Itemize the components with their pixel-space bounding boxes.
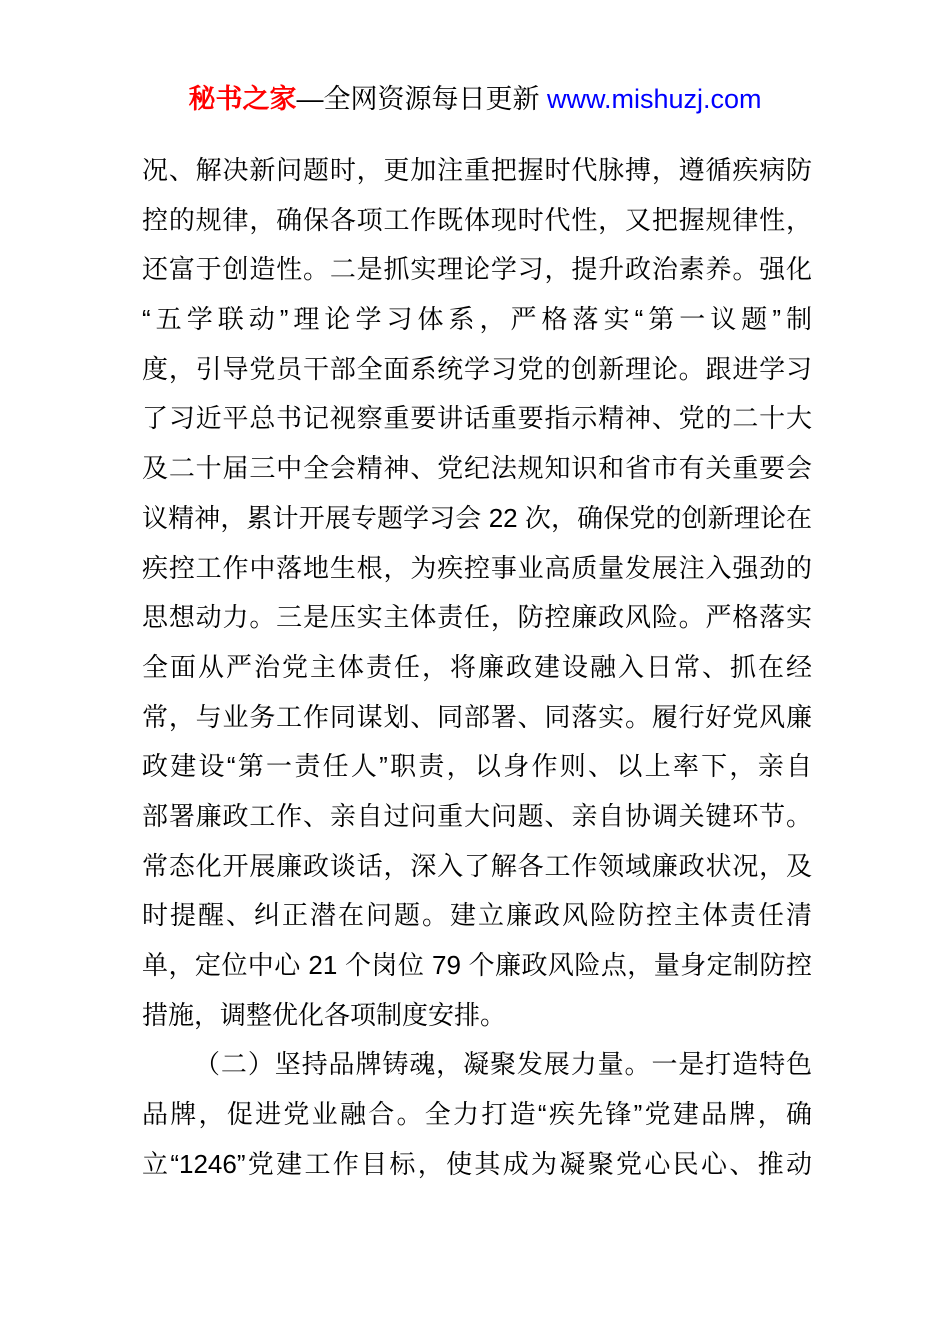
text-line: 单，定位中心 21 个岗位 79 个廉政风险点，量身定制防控	[142, 950, 812, 980]
text-line: 控的规律，确保各项工作既体现时代性，又把握规律性，	[142, 204, 812, 235]
text-line: 常态化开展廉政谈话，深入了解各工作领域廉政状况，及	[142, 850, 812, 881]
text-line: 常，与业务工作同谋划、同部署、同落实。履行好党风廉	[142, 701, 812, 732]
site-brand: 秘书之家	[188, 84, 297, 114]
text-line: 部署廉政工作、亲自过问重大问题、亲自协调关键环节。	[142, 800, 812, 831]
site-header	[0, 80, 950, 118]
text-line: “五学联动”理论学习体系，严格落实“第一议题”制	[142, 304, 812, 335]
text-line: 时提醒、纠正潜在问题。建立廉政风险防控主体责任清	[142, 900, 812, 931]
text-line: 立“1246”党建工作目标，使其成为凝聚党心民心、推动	[142, 1148, 812, 1179]
text-line: 及二十届三中全会精神、党纪法规知识和省市有关重要会	[142, 453, 812, 484]
site-url-link[interactable]: www.mishuzj.com	[546, 84, 762, 114]
text-line: 还富于创造性。二是抓实理论学习，提升政治素养。强化	[142, 254, 812, 285]
text-line: 思想动力。三是压实主体责任，防控廉政风险。严格落实	[142, 602, 812, 633]
text-line: 措施，调整优化各项制度安排。	[142, 999, 507, 1030]
text-line: 政建设“第一责任人”职责，以身作则、以上率下，亲自	[142, 751, 812, 782]
text-line: 议精神，累计开展专题学习会 22 次，确保党的创新理论在	[142, 502, 812, 533]
text-line: 度，引导党员干部全面系统学习党的创新理论。跟进学习	[142, 353, 812, 384]
text-line: （二）坚持品牌铸魂，凝聚发展力量。一是打造特色	[194, 1049, 812, 1080]
text-line: 全面从严治党主体责任，将廉政建设融入日常、抓在经	[142, 651, 812, 682]
text-line: 品牌，促进党业融合。全力打造“疾先锋”党建品牌，确	[142, 1099, 812, 1130]
text-line: 况、解决新问题时，更加注重把握时代脉搏，遵循疾病防	[142, 155, 812, 185]
text-line: 了习近平总书记视察重要讲话重要指示精神、党的二十大	[142, 403, 812, 434]
document-body	[142, 146, 812, 1189]
site-tagline: —全网资源每日更新	[296, 84, 547, 114]
text-line: 疾控工作中落地生根，为疾控事业高质量发展注入强劲的	[142, 552, 812, 583]
